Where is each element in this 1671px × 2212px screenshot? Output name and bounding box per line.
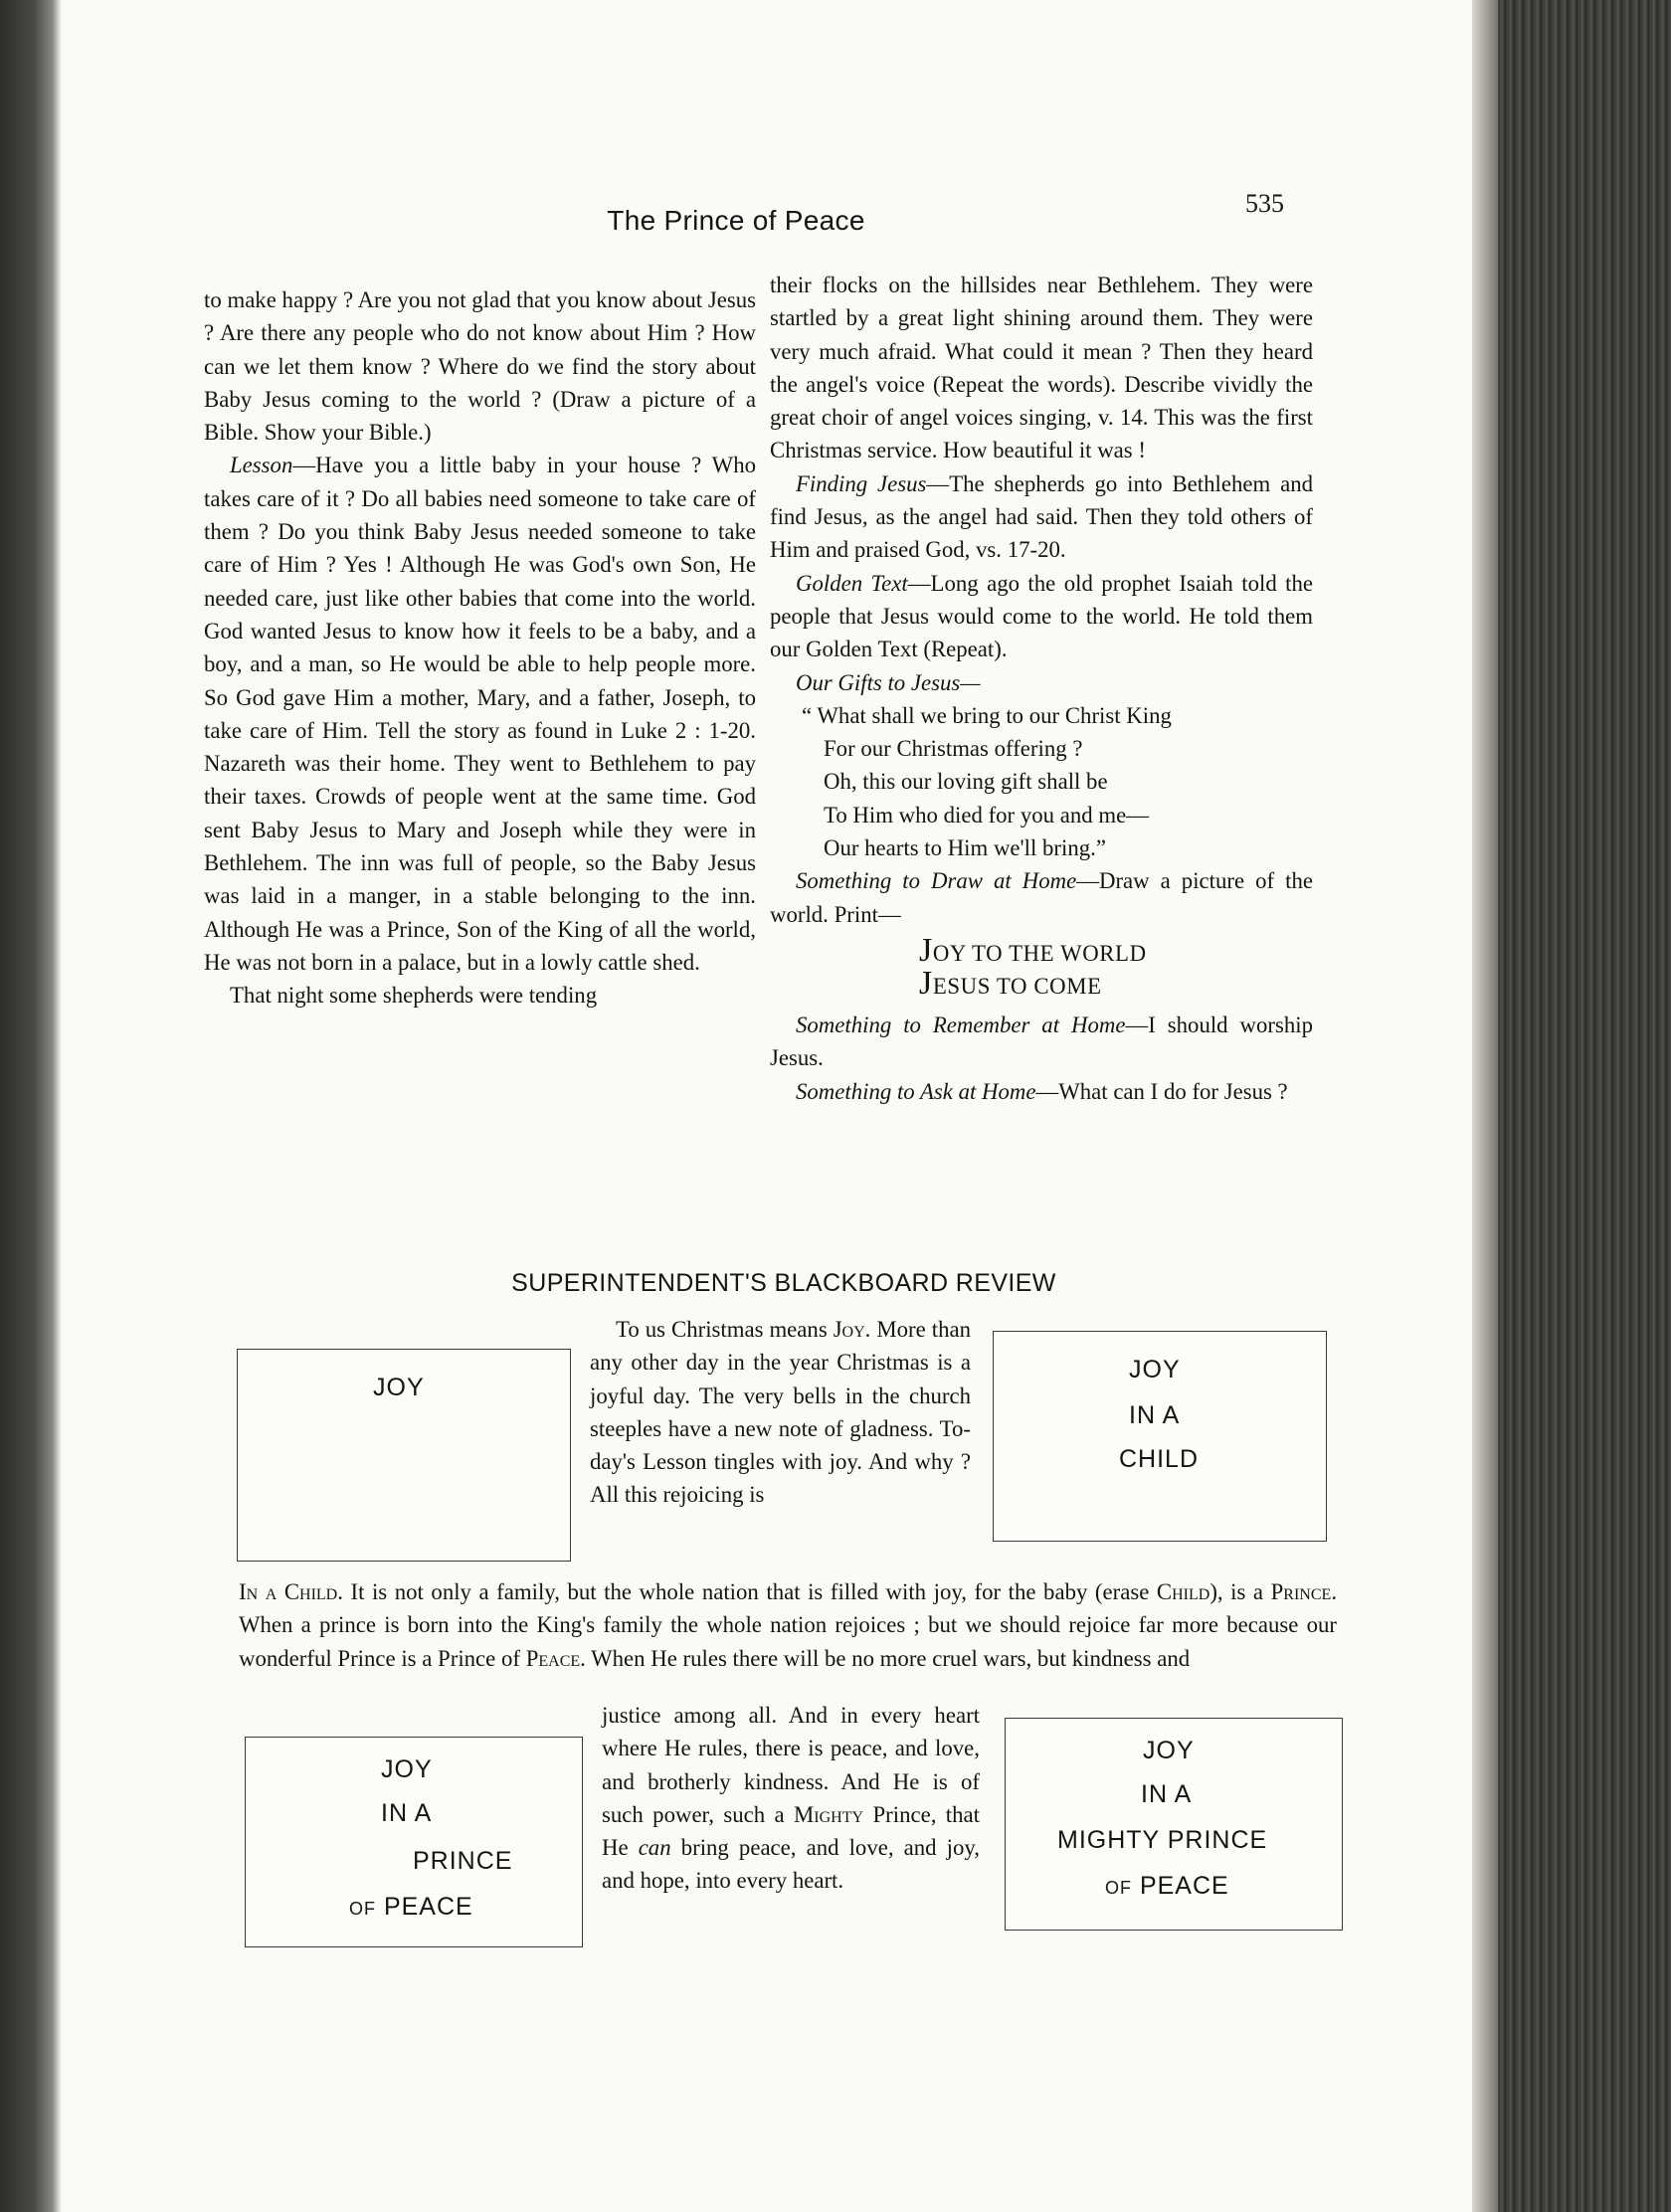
finding-jesus-paragraph: Finding Jesus—The shepherds go into Bethlehem and find Jesus, as the angel had said. Then they told others of Him and praised God, vs. 17-20. bbox=[770, 470, 1313, 563]
book-page-edges bbox=[1472, 0, 1671, 2212]
lesson-text: Have you a little baby in your house ? Who takes care of it ? Do all babies need someone to take care of them ? Do you think Baby Jesus needed someone to take care of Him ? Yes ! Although He was God's own Son, He needed care, just like other babies that come into the world. God wanted Jesus to know how it feels to be a baby, and a boy, and a man, so He would be able to help people more. So God gave Him a mother, Mary, and a father, Joseph, to take care of Him. Tell the story as found in Luke 2 : 1-20. Nazareth was their home. They went to Bethlehem to pay their taxes. Crowds of people went at the same time. God sent Baby Jesus to Mary and Joseph while they were in Bethlehem. The inn was full of people, so the Baby Jesus was laid in a manger, in a stable belonging to the inn. Although He was a Prince, Son of the King of all the world, He was not born in a palace, but in a lowly cattle shed. bbox=[204, 453, 756, 975]
box-text-line bbox=[349, 1893, 473, 1922]
blackboard-box-4 bbox=[1005, 1718, 1343, 1931]
review-text: . It is not only a family, but the whole nation that is filled with joy, for the baby (erase bbox=[337, 1579, 1157, 1604]
box-text: JOY bbox=[381, 1755, 433, 1783]
review-paragraph-1-text bbox=[590, 1313, 971, 1512]
ask-at-home-paragraph: Something to Ask at Home—What can I do for Jesus ? bbox=[796, 1078, 1288, 1104]
box-text: IN A bbox=[1141, 1780, 1193, 1808]
print-line-2 bbox=[919, 964, 1313, 1003]
box-text: MIGHTY PRINCE bbox=[1057, 1826, 1268, 1854]
poem-line: For our Christmas offering ? bbox=[824, 736, 1083, 762]
blackboard-box-2 bbox=[993, 1331, 1327, 1542]
lesson-paragraph: Lesson—Have you a little baby in your house ? Who takes care of it ? Do all babies need someone to take care of them ? Do you think Baby Jesus needed someone to take care of Him ? Yes ! Although He was God's own Son, He needed care, just like other babies that come into the world. God wanted Jesus to know how it feels to be a baby, and a boy, and a man, so He would be able to help people more. So God gave Him a mother, Mary, and a father, Joseph, to take care of Him. Tell the story as found in Luke 2 : 1-20. Nazareth was their home. They went to Bethlehem to pay their taxes. Crowds of people went at the same time. God sent Baby Jesus to Mary and Joseph while they were in Bethlehem. The inn was full of people, so the Baby Jesus was laid in a manger, in a stable belonging to the inn. Although He was a Prince, Son of the King of all the world, He was not born in a palace, but in a lowly cattle shed. bbox=[204, 453, 756, 975]
poem bbox=[802, 699, 1313, 864]
review-text: Joy bbox=[833, 1317, 865, 1342]
blackboard-box-1 bbox=[237, 1349, 571, 1562]
box-text: PEACE bbox=[1139, 1872, 1229, 1900]
review-text: Child bbox=[1156, 1579, 1210, 1604]
review-text: Prince, that He bbox=[602, 1801, 980, 1861]
review-paragraph-1 bbox=[590, 1313, 971, 1512]
right-paragraph-1: their flocks on the hillsides near Bethlehem. They were startled by a great light shining around them. They were very much afraid. What could it mean ? Then they heard the angel's voice (Repeat the words). Describe vividly the great choir of angel voices singing, v. 14. This was the first Christmas service. How beautiful it was ! bbox=[770, 273, 1313, 463]
golden-text-label: Golden Text bbox=[796, 570, 908, 596]
finding-jesus-text: The shepherds go into Bethlehem and find Jesus, as the angel had said. Then they told others of Him and praised God, vs. 17-20. bbox=[770, 470, 1313, 563]
running-header-title: The Prince of Peace bbox=[607, 205, 865, 236]
review-text: . More than any other day in the year Christmas is a joyful day. The very bells in the church steeples have a new note of gladness. To-day's Lesson tingles with joy. And why ? All this rejoicing is bbox=[590, 1317, 971, 1508]
review-paragraph-2-text bbox=[239, 1575, 1337, 1675]
review-paragraph-3 bbox=[602, 1699, 980, 1898]
book-gutter bbox=[0, 0, 62, 2212]
page-number: 535 bbox=[1245, 189, 1284, 218]
review-text: ), is a bbox=[1209, 1579, 1271, 1604]
review-text: In a Child bbox=[239, 1579, 338, 1604]
review-text: Peace bbox=[525, 1645, 581, 1671]
box-text: IN A bbox=[381, 1799, 433, 1827]
print-initial: J bbox=[919, 964, 933, 1002]
left-column bbox=[204, 283, 756, 1013]
blackboard-review-heading: SUPERINTENDENT'S BLACKBOARD REVIEW bbox=[511, 1269, 1056, 1297]
page-edge-shadow bbox=[1472, 0, 1498, 2212]
box-text: PEACE bbox=[383, 1893, 473, 1921]
review-text: To us Christmas means bbox=[616, 1317, 834, 1342]
left-paragraph-3: That night some shepherds were tending bbox=[230, 983, 598, 1009]
review-text: Mighty bbox=[794, 1801, 864, 1827]
box-text: CHILD bbox=[1119, 1445, 1200, 1473]
finding-jesus-label: Finding Jesus bbox=[796, 470, 927, 496]
review-paragraph-3-text bbox=[602, 1699, 980, 1898]
golden-text-text: Long ago the old prophet Isaiah told the people that Jesus would come to the world. He told them our Golden Text (Repeat). bbox=[770, 570, 1314, 662]
print-rest: ESUS TO COME bbox=[932, 973, 1102, 999]
remember-at-home-label: Something to Remember at Home bbox=[796, 1012, 1126, 1037]
right-column bbox=[770, 269, 1313, 1108]
our-gifts-label: Our Gifts to Jesus— bbox=[796, 669, 981, 695]
poem-line: To Him who died for you and me— bbox=[824, 802, 1150, 828]
print-initial: J bbox=[919, 931, 933, 969]
box-text: PRINCE bbox=[413, 1847, 513, 1875]
poem-line: Oh, this our loving gift shall be bbox=[824, 769, 1108, 795]
box-text: of bbox=[349, 1893, 376, 1921]
review-text: can bbox=[638, 1835, 671, 1861]
review-text: . When a prince is born into the King's family the whole nation rejoices ; but we should rejoice far more because our wonderful Prince is a Prince of bbox=[239, 1579, 1338, 1671]
ask-at-home-text: What can I do for Jesus ? bbox=[1058, 1078, 1288, 1104]
review-text: . When He rules there will be no more cruel wars, but kindness and bbox=[580, 1645, 1191, 1671]
remember-at-home-text: I should worship Jesus. bbox=[770, 1012, 1313, 1071]
box-text: JOY bbox=[1129, 1356, 1181, 1383]
poem-line: “ What shall we bring to our Christ King bbox=[802, 702, 1172, 728]
box-text: JOY bbox=[1143, 1737, 1195, 1764]
review-paragraph-2 bbox=[239, 1575, 1337, 1675]
review-text: justice among all. And in every heart where He rules, there is peace, and love, and brotherly kindness. And He is of such power, such a bbox=[602, 1703, 980, 1827]
box-text-line bbox=[1105, 1872, 1229, 1901]
ask-at-home-label: Something to Ask at Home bbox=[796, 1078, 1036, 1104]
box-text: JOY bbox=[373, 1374, 425, 1401]
remember-at-home-paragraph: Something to Remember at Home—I should worship Jesus. bbox=[770, 1012, 1313, 1071]
draw-at-home-label: Something to Draw at Home bbox=[796, 868, 1077, 894]
print-block bbox=[919, 931, 1313, 1003]
print-rest: OY TO THE WORLD bbox=[932, 940, 1147, 966]
left-paragraph-1: to make happy ? Are you not glad that you know about Jesus ? Are there any people who do not know about Him ? How can we let them know ? Where do we find the story about Baby Jesus coming to the world ? (Draw a picture of a Bible. Show your Bible.) bbox=[204, 287, 756, 446]
blackboard-box-3 bbox=[245, 1737, 583, 1947]
box-text: IN A bbox=[1129, 1401, 1181, 1429]
lesson-label: Lesson bbox=[230, 453, 293, 478]
draw-at-home-text: Draw a picture of the world. Print— bbox=[770, 868, 1313, 927]
review-text: bring peace, and love, and joy, and hope, into every heart. bbox=[602, 1835, 981, 1894]
draw-at-home-paragraph: Something to Draw at Home—Draw a picture of the world. Print— bbox=[770, 868, 1313, 927]
print-line-1 bbox=[919, 931, 1313, 970]
box-text: of bbox=[1105, 1872, 1132, 1900]
golden-text-paragraph: Golden Text—Long ago the old prophet Isaiah told the people that Jesus would come to the world. He told them our Golden Text (Repeat). bbox=[770, 570, 1314, 662]
poem-line: Our hearts to Him we'll bring.” bbox=[824, 835, 1106, 861]
our-gifts-heading bbox=[770, 666, 1313, 699]
review-text: Prince bbox=[1270, 1579, 1332, 1604]
